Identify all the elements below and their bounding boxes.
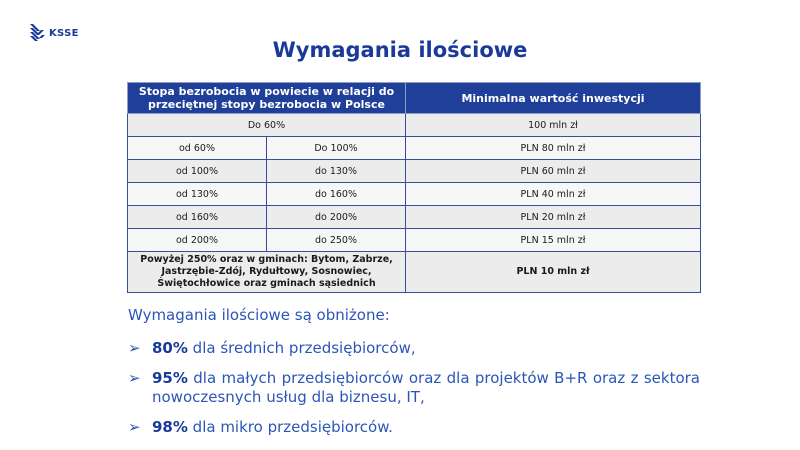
to-cell: do 160% <box>267 183 406 206</box>
bullet-percent: 80% <box>152 339 188 357</box>
from-cell: od 100% <box>128 160 267 183</box>
arrow-bullet-icon: ➢ <box>128 418 141 436</box>
bullet-item <box>128 369 700 407</box>
header-min-investment: Minimalna wartość inwestycji <box>406 83 701 114</box>
arrow-bullet-icon: ➢ <box>128 339 141 357</box>
from-cell: od 130% <box>128 183 267 206</box>
arrow-bullet-icon: ➢ <box>128 369 141 387</box>
bullet-body: dla mikro przedsiębiorców. <box>187 418 393 436</box>
header-unemployment: Stopa bezrobocia w powiecie w relacji do przeciętnej stopy bezrobocia w Polsce <box>128 83 406 114</box>
value-cell: PLN 60 mln zł <box>406 160 701 183</box>
bullet-percent: 98% <box>152 418 188 436</box>
page-title: Wymagania ilościowe <box>272 38 528 62</box>
table-row <box>128 137 701 160</box>
bullet-text <box>152 339 700 358</box>
requirements-table <box>127 82 701 293</box>
value-cell: PLN 10 mln zł <box>406 252 701 293</box>
bullet-body: dla średnich przedsiębiorców, <box>187 339 416 357</box>
value-cell: 100 mln zł <box>406 114 701 137</box>
table-row <box>128 183 701 206</box>
from-cell: od 200% <box>128 229 267 252</box>
range-cell: Powyżej 250% oraz w gminach: Bytom, Zabrze, Jastrzębie-Zdój, Rydułtowy, Sosnowiec, Świętochłowice oraz gminach sąsiednich <box>128 252 406 293</box>
bullet-text <box>152 418 700 437</box>
to-cell: do 250% <box>267 229 406 252</box>
bullet-text <box>152 369 700 407</box>
value-cell: PLN 40 mln zł <box>406 183 701 206</box>
bullet-body: dla małych przedsiębiorców oraz dla projektów B+R oraz z sektora nowoczesnych usług dla biznesu, IT, <box>152 369 700 406</box>
table-row <box>128 229 701 252</box>
value-cell: PLN 80 mln zł <box>406 137 701 160</box>
value-cell: PLN 20 mln zł <box>406 206 701 229</box>
reduction-intro: Wymagania ilościowe są obniżone: <box>128 306 390 324</box>
range-cell: Do 60% <box>128 114 406 137</box>
from-cell: od 60% <box>128 137 267 160</box>
table-row <box>128 206 701 229</box>
table-row <box>128 160 701 183</box>
value-cell: PLN 15 mln zł <box>406 229 701 252</box>
bullet-item <box>128 339 700 358</box>
logo-text: KSSE <box>49 27 79 39</box>
bullet-percent: 95% <box>152 369 188 387</box>
to-cell: do 130% <box>267 160 406 183</box>
to-cell: Do 100% <box>267 137 406 160</box>
table-row <box>128 114 701 137</box>
table-row <box>128 252 701 293</box>
table-header-row <box>128 83 701 114</box>
to-cell: do 200% <box>267 206 406 229</box>
bullet-item <box>128 418 700 437</box>
from-cell: od 160% <box>128 206 267 229</box>
